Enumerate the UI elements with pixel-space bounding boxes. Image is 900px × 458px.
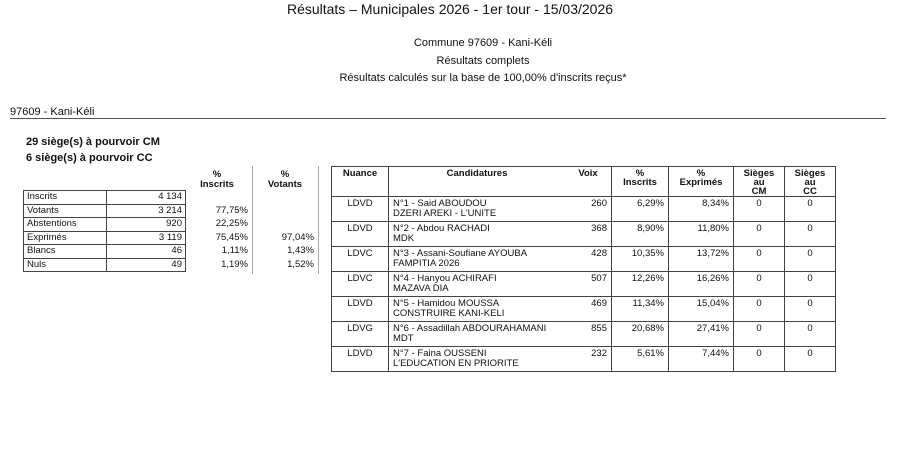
sieges-cc-cell: 0: [785, 347, 836, 372]
sieges-cm-cell: 0: [734, 347, 785, 372]
pct-votants-value: [256, 217, 314, 231]
page-title: Résultats – Municipales 2026 - 1er tour - 15/03/2026: [286, 1, 614, 17]
summary-value: 3 214: [107, 204, 186, 218]
header-line: Sièges au: [743, 168, 775, 188]
pct-votants-value: [256, 204, 314, 218]
header-nuance: Nuance: [332, 167, 389, 197]
list-name: L'EDUCATION EN PRIORITE: [393, 358, 519, 369]
nuance-cell: LDVD: [332, 197, 389, 222]
pct-inscrits-value: 1,11%: [221, 245, 248, 257]
voix-cell: 507: [565, 272, 612, 297]
candidate-name: N°7 - Faina OUSSENI: [393, 348, 487, 359]
summary-table: [23, 190, 186, 272]
results-table: [331, 166, 836, 372]
summary-row: [24, 231, 186, 245]
header-line: Sièges au: [794, 168, 826, 188]
summary-label: Blancs: [24, 245, 107, 259]
pct-votants-value: 97,04%: [281, 231, 314, 243]
sieges-cc-cell: 0: [785, 247, 836, 272]
summary-label: Abstentions: [24, 218, 107, 232]
commune-label: 97609 - Kani-Kéli: [10, 106, 95, 118]
pct-inscrits-value: 1,19%: [221, 258, 248, 270]
header-voix: Voix: [565, 167, 612, 197]
header-pct-inscrits: [612, 167, 669, 197]
header-line: Exprimés: [679, 177, 723, 188]
list-name: CONSTRUIRE KANI-KELI: [393, 308, 505, 319]
list-name: MDT: [393, 333, 414, 344]
sieges-cc-cell: 0: [785, 197, 836, 222]
summary-value: 49: [107, 258, 186, 272]
pct-exprimes-cell: 13,72%: [669, 247, 734, 272]
nuance-cell: LDVD: [332, 222, 389, 247]
sieges-cm-cell: 0: [734, 297, 785, 322]
summary-row: [24, 204, 186, 218]
pct-inscrits-cell: 12,26%: [612, 272, 669, 297]
candidate-name: N°4 - Hanyou ACHIRAFI: [393, 273, 497, 284]
sieges-cc-cell: 0: [785, 297, 836, 322]
header-pct-exprimes: [669, 167, 734, 197]
candidate-name: N°6 - Assadillah ABDOURAHAMANI: [393, 323, 547, 334]
pct-inscrits-cell: 10,35%: [612, 247, 669, 272]
column-divider: [318, 166, 319, 274]
table-row: [332, 322, 836, 347]
candidate-name: N°2 - Abdou RACHADI: [393, 223, 490, 234]
list-name: MDK: [393, 233, 415, 244]
summary-value: 46: [107, 245, 186, 259]
pct-inscrits-cell: 6,29%: [612, 197, 669, 222]
commune-heading: Commune 97609 - Kani-Kéli: [413, 37, 553, 49]
summary-value: 3 119: [107, 231, 186, 245]
header-line: Inscrits: [200, 179, 234, 190]
header-line: Inscrits: [623, 177, 657, 188]
pct-inscrits-cell: 5,61%: [612, 347, 669, 372]
candidature-cell: [389, 272, 566, 297]
header-line: Votants: [267, 179, 303, 190]
summary-row: [24, 245, 186, 259]
summary-label: Votants: [24, 204, 107, 218]
header-candidatures: Candidatures: [389, 167, 566, 197]
pct-inscrits-cell: 8,90%: [612, 222, 669, 247]
summary-value: 4 134: [107, 191, 186, 205]
sieges-cm-cell: 0: [734, 197, 785, 222]
candidature-cell: [389, 347, 566, 372]
summary-row: [24, 218, 186, 232]
pct-votants-column: [256, 170, 314, 272]
sieges-cc-cell: 0: [785, 272, 836, 297]
summary-value: 920: [107, 218, 186, 232]
list-name: MAZAVA DIA: [393, 283, 449, 294]
sieges-cm-cell: 0: [734, 272, 785, 297]
results-basis: Résultats calculés sur la base de 100,00% d'inscrits reçus*: [339, 72, 627, 84]
summary-row: [24, 191, 186, 205]
seats-cm: 29 siège(s) à pourvoir CM: [26, 136, 160, 148]
candidature-cell: [389, 247, 566, 272]
column-divider: [252, 166, 253, 274]
candidature-cell: [389, 197, 566, 222]
header-line: CM: [751, 186, 767, 197]
candidate-name: N°5 - Hamidou MOUSSA: [393, 298, 500, 309]
summary-label: Inscrits: [24, 191, 107, 205]
candidature-cell: [389, 222, 566, 247]
voix-cell: 368: [565, 222, 612, 247]
table-row: [332, 347, 836, 372]
header-sieges-cm: [734, 167, 785, 197]
candidature-cell: [389, 297, 566, 322]
header-line: %: [635, 168, 645, 179]
sieges-cc-cell: 0: [785, 222, 836, 247]
pct-inscrits-column: [186, 170, 248, 272]
pct-exprimes-cell: 11,80%: [669, 222, 734, 247]
table-row: [332, 222, 836, 247]
pct-inscrits-cell: 11,34%: [612, 297, 669, 322]
results-status: Résultats complets: [436, 55, 530, 67]
header-line: CC: [803, 186, 817, 197]
nuance-cell: LDVG: [332, 322, 389, 347]
divider: [10, 118, 886, 119]
header-line: %: [696, 168, 706, 179]
candidate-name: N°1 - Said ABOUDOU: [393, 198, 487, 209]
header-line: %: [212, 169, 222, 180]
nuance-cell: LDVC: [332, 272, 389, 297]
table-row: [332, 272, 836, 297]
pct-inscrits-value: 22,25%: [215, 218, 248, 230]
pct-exprimes-cell: 8,34%: [669, 197, 734, 222]
header-line: %: [280, 169, 290, 180]
sieges-cm-cell: 0: [734, 247, 785, 272]
pct-inscrits-value: [186, 190, 248, 204]
pct-inscrits-cell: 20,68%: [612, 322, 669, 347]
summary-label: Exprimés: [24, 231, 107, 245]
pct-exprimes-cell: 7,44%: [669, 347, 734, 372]
table-row: [332, 297, 836, 322]
sieges-cm-cell: 0: [734, 222, 785, 247]
header-sieges-cc: [785, 167, 836, 197]
pct-exprimes-cell: 16,26%: [669, 272, 734, 297]
voix-cell: 428: [565, 247, 612, 272]
pct-inscrits-value: 75,45%: [215, 231, 248, 243]
summary-row: [24, 258, 186, 272]
nuance-cell: LDVD: [332, 347, 389, 372]
nuance-cell: LDVD: [332, 297, 389, 322]
table-row: [332, 247, 836, 272]
voix-cell: 260: [565, 197, 612, 222]
voix-cell: 232: [565, 347, 612, 372]
nuance-cell: LDVC: [332, 247, 389, 272]
list-name: DZERI AREKI - L'UNITE: [393, 208, 497, 219]
pct-votants-value: 1,52%: [287, 258, 314, 270]
list-name: FAMPITIA 2026: [393, 258, 460, 269]
voix-cell: 469: [565, 297, 612, 322]
voix-cell: 855: [565, 322, 612, 347]
summary-label: Nuls: [24, 258, 107, 272]
candidate-name: N°3 - Assani-Soufiane AYOUBA: [393, 248, 528, 259]
pct-votants-value: 1,43%: [287, 245, 314, 257]
sieges-cm-cell: 0: [734, 322, 785, 347]
sieges-cc-cell: 0: [785, 322, 836, 347]
pct-votants-value: [256, 190, 314, 204]
seats-cc: 6 siège(s) à pourvoir CC: [26, 152, 153, 164]
candidature-cell: [389, 322, 566, 347]
pct-exprimes-cell: 15,04%: [669, 297, 734, 322]
pct-inscrits-value: 77,75%: [215, 204, 248, 216]
table-header-row: [332, 167, 836, 197]
table-row: [332, 197, 836, 222]
pct-exprimes-cell: 27,41%: [669, 322, 734, 347]
